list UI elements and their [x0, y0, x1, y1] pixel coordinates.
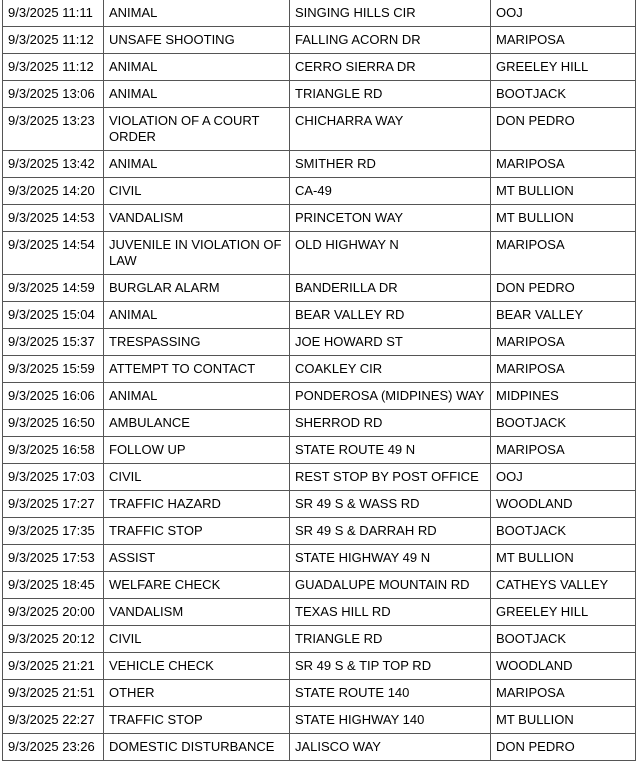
call-type-cell: AMBULANCE [104, 410, 290, 437]
incident-log-body [3, 0, 636, 761]
area-cell: MT BULLION [491, 178, 636, 205]
table-row [3, 572, 636, 599]
table-row [3, 356, 636, 383]
area-cell: DON PEDRO [491, 275, 636, 302]
location-cell: SHERROD RD [290, 410, 491, 437]
table-row [3, 518, 636, 545]
call-type-cell: ANIMAL [104, 151, 290, 178]
table-row [3, 734, 636, 761]
date-time-cell: 9/3/2025 13:23 [3, 108, 104, 151]
area-cell: DON PEDRO [491, 734, 636, 761]
table-row [3, 680, 636, 707]
table-row [3, 275, 636, 302]
table-row [3, 151, 636, 178]
date-time-cell: 9/3/2025 17:27 [3, 491, 104, 518]
location-cell: CHICHARRA WAY [290, 108, 491, 151]
area-cell: BOOTJACK [491, 626, 636, 653]
table-row [3, 27, 636, 54]
table-row [3, 54, 636, 81]
incident-log-table [2, 0, 636, 761]
call-type-cell: ANIMAL [104, 54, 290, 81]
date-time-cell: 9/3/2025 18:45 [3, 572, 104, 599]
table-row [3, 0, 636, 27]
call-type-cell: ANIMAL [104, 383, 290, 410]
call-type-cell: ANIMAL [104, 302, 290, 329]
call-type-cell: BURGLAR ALARM [104, 275, 290, 302]
location-cell: SR 49 S & WASS RD [290, 491, 491, 518]
call-type-cell: ATTEMPT TO CONTACT [104, 356, 290, 383]
date-time-cell: 9/3/2025 20:12 [3, 626, 104, 653]
location-cell: SR 49 S & DARRAH RD [290, 518, 491, 545]
date-time-cell: 9/3/2025 13:06 [3, 81, 104, 108]
date-time-cell: 9/3/2025 13:42 [3, 151, 104, 178]
table-row [3, 491, 636, 518]
call-type-cell: VIOLATION OF A COURT ORDER [104, 108, 290, 151]
area-cell: CATHEYS VALLEY [491, 572, 636, 599]
location-cell: PONDEROSA (MIDPINES) WAY [290, 383, 491, 410]
table-row [3, 178, 636, 205]
location-cell: STATE ROUTE 140 [290, 680, 491, 707]
area-cell: MARIPOSA [491, 329, 636, 356]
location-cell: SR 49 S & TIP TOP RD [290, 653, 491, 680]
area-cell: OOJ [491, 0, 636, 27]
table-row [3, 329, 636, 356]
table-row [3, 108, 636, 151]
area-cell: MARIPOSA [491, 232, 636, 275]
date-time-cell: 9/3/2025 16:06 [3, 383, 104, 410]
table-row [3, 383, 636, 410]
call-type-cell: UNSAFE SHOOTING [104, 27, 290, 54]
date-time-cell: 9/3/2025 15:04 [3, 302, 104, 329]
location-cell: STATE ROUTE 49 N [290, 437, 491, 464]
date-time-cell: 9/3/2025 11:11 [3, 0, 104, 27]
table-row [3, 599, 636, 626]
area-cell: BOOTJACK [491, 410, 636, 437]
date-time-cell: 9/3/2025 11:12 [3, 54, 104, 81]
location-cell: SMITHER RD [290, 151, 491, 178]
call-type-cell: TRESPASSING [104, 329, 290, 356]
call-type-cell: ANIMAL [104, 0, 290, 27]
location-cell: SINGING HILLS CIR [290, 0, 491, 27]
location-cell: BANDERILLA DR [290, 275, 491, 302]
location-cell: REST STOP BY POST OFFICE [290, 464, 491, 491]
area-cell: MT BULLION [491, 205, 636, 232]
date-time-cell: 9/3/2025 22:27 [3, 707, 104, 734]
location-cell: PRINCETON WAY [290, 205, 491, 232]
location-cell: TRIANGLE RD [290, 626, 491, 653]
table-row [3, 707, 636, 734]
area-cell: MARIPOSA [491, 27, 636, 54]
date-time-cell: 9/3/2025 16:50 [3, 410, 104, 437]
location-cell: TEXAS HILL RD [290, 599, 491, 626]
call-type-cell: JUVENILE IN VIOLATION OF LAW [104, 232, 290, 275]
location-cell: GUADALUPE MOUNTAIN RD [290, 572, 491, 599]
area-cell: GREELEY HILL [491, 599, 636, 626]
date-time-cell: 9/3/2025 17:53 [3, 545, 104, 572]
area-cell: MARIPOSA [491, 680, 636, 707]
call-type-cell: WELFARE CHECK [104, 572, 290, 599]
location-cell: STATE HIGHWAY 49 N [290, 545, 491, 572]
call-type-cell: VANDALISM [104, 205, 290, 232]
table-row [3, 653, 636, 680]
call-type-cell: TRAFFIC STOP [104, 518, 290, 545]
call-type-cell: TRAFFIC STOP [104, 707, 290, 734]
table-row [3, 302, 636, 329]
table-row [3, 545, 636, 572]
location-cell: JOE HOWARD ST [290, 329, 491, 356]
location-cell: STATE HIGHWAY 140 [290, 707, 491, 734]
location-cell: BEAR VALLEY RD [290, 302, 491, 329]
call-type-cell: DOMESTIC DISTURBANCE [104, 734, 290, 761]
area-cell: MIDPINES [491, 383, 636, 410]
table-row [3, 626, 636, 653]
table-row [3, 410, 636, 437]
area-cell: MT BULLION [491, 545, 636, 572]
location-cell: OLD HIGHWAY N [290, 232, 491, 275]
area-cell: BOOTJACK [491, 81, 636, 108]
area-cell: GREELEY HILL [491, 54, 636, 81]
date-time-cell: 9/3/2025 17:35 [3, 518, 104, 545]
call-type-cell: CIVIL [104, 626, 290, 653]
call-type-cell: ANIMAL [104, 81, 290, 108]
table-row [3, 81, 636, 108]
area-cell: MARIPOSA [491, 356, 636, 383]
call-type-cell: OTHER [104, 680, 290, 707]
date-time-cell: 9/3/2025 16:58 [3, 437, 104, 464]
date-time-cell: 9/3/2025 15:59 [3, 356, 104, 383]
area-cell: DON PEDRO [491, 108, 636, 151]
date-time-cell: 9/3/2025 14:53 [3, 205, 104, 232]
area-cell: WOODLAND [491, 653, 636, 680]
call-type-cell: FOLLOW UP [104, 437, 290, 464]
date-time-cell: 9/3/2025 15:37 [3, 329, 104, 356]
area-cell: MT BULLION [491, 707, 636, 734]
call-type-cell: VANDALISM [104, 599, 290, 626]
date-time-cell: 9/3/2025 20:00 [3, 599, 104, 626]
area-cell: MARIPOSA [491, 151, 636, 178]
area-cell: WOODLAND [491, 491, 636, 518]
location-cell: TRIANGLE RD [290, 81, 491, 108]
date-time-cell: 9/3/2025 23:26 [3, 734, 104, 761]
area-cell: BOOTJACK [491, 518, 636, 545]
table-row [3, 232, 636, 275]
location-cell: JALISCO WAY [290, 734, 491, 761]
date-time-cell: 9/3/2025 11:12 [3, 27, 104, 54]
call-type-cell: CIVIL [104, 464, 290, 491]
area-cell: MARIPOSA [491, 437, 636, 464]
call-type-cell: ASSIST [104, 545, 290, 572]
location-cell: CA-49 [290, 178, 491, 205]
call-type-cell: VEHICLE CHECK [104, 653, 290, 680]
call-type-cell: CIVIL [104, 178, 290, 205]
table-row [3, 464, 636, 491]
call-type-cell: TRAFFIC HAZARD [104, 491, 290, 518]
date-time-cell: 9/3/2025 14:20 [3, 178, 104, 205]
table-row [3, 205, 636, 232]
area-cell: BEAR VALLEY [491, 302, 636, 329]
location-cell: COAKLEY CIR [290, 356, 491, 383]
date-time-cell: 9/3/2025 17:03 [3, 464, 104, 491]
table-row [3, 437, 636, 464]
date-time-cell: 9/3/2025 14:59 [3, 275, 104, 302]
date-time-cell: 9/3/2025 14:54 [3, 232, 104, 275]
location-cell: FALLING ACORN DR [290, 27, 491, 54]
location-cell: CERRO SIERRA DR [290, 54, 491, 81]
date-time-cell: 9/3/2025 21:21 [3, 653, 104, 680]
date-time-cell: 9/3/2025 21:51 [3, 680, 104, 707]
area-cell: OOJ [491, 464, 636, 491]
